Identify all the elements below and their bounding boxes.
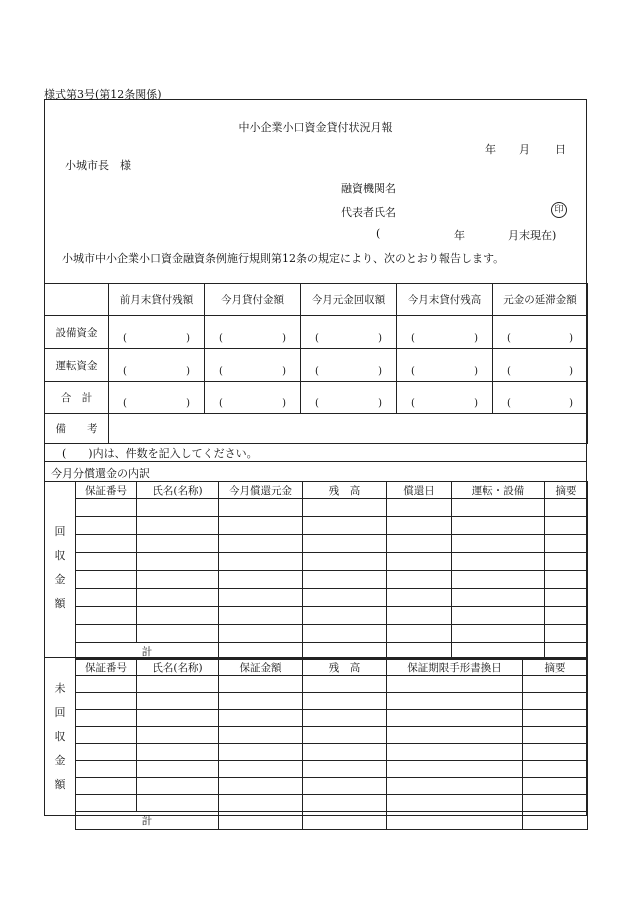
uncollected-row: [76, 676, 588, 693]
table-cell[interactable]: [137, 744, 219, 761]
table-cell[interactable]: [452, 589, 545, 607]
uncollected-side-label: [45, 659, 76, 815]
summary-header-cell: 前月末貸付残額: [109, 284, 205, 316]
divider: [45, 461, 586, 462]
table-cell[interactable]: [137, 517, 219, 535]
table-cell[interactable]: [387, 589, 452, 607]
table-cell[interactable]: [219, 676, 303, 693]
table-cell[interactable]: [76, 727, 137, 744]
uncollected-row: [76, 795, 588, 812]
breakdown-title: 今月分償還金の内訳: [51, 467, 150, 480]
paren-close: ): [474, 365, 478, 377]
form-number-label: 様式第3号(第12条関係): [44, 88, 162, 101]
table-cell[interactable]: [387, 535, 452, 553]
collected-row: [76, 517, 588, 535]
summary-table: [44, 283, 588, 444]
uncollected-header: 保証期限手形書換日: [387, 659, 523, 676]
table-cell[interactable]: [76, 571, 137, 589]
collected-row: [76, 625, 588, 643]
table-cell[interactable]: [303, 499, 387, 517]
table-cell[interactable]: [76, 625, 137, 643]
table-cell[interactable]: [452, 553, 545, 571]
paren-open: (: [411, 398, 415, 409]
side-char: 額: [54, 597, 66, 610]
table-cell[interactable]: [545, 625, 588, 643]
table-cell[interactable]: [303, 607, 387, 625]
table-cell[interactable]: [545, 553, 588, 571]
table-cell[interactable]: [303, 778, 387, 795]
side-char: 収: [54, 730, 66, 743]
table-cell[interactable]: [452, 499, 545, 517]
table-cell[interactable]: [137, 607, 219, 625]
collected-row: [76, 589, 588, 607]
uncollected-row: [76, 778, 588, 795]
addressee: 小城市長 様: [65, 159, 131, 172]
uncollected-header: 保証金額: [219, 659, 303, 676]
table-cell[interactable]: [137, 795, 219, 812]
uncollected-row: [76, 693, 588, 710]
paren-open: (: [315, 332, 319, 344]
table-cell[interactable]: [303, 625, 387, 643]
collected-header: 氏名(名称): [137, 482, 219, 499]
paren-close: ): [282, 332, 286, 344]
amount-cell[interactable]: [109, 316, 205, 349]
uncollected-header: 摘要: [523, 659, 588, 676]
summary-header-cell: 元金の延滞金額: [493, 284, 588, 316]
table-cell[interactable]: [523, 744, 588, 761]
table-cell[interactable]: [523, 693, 588, 710]
table-cell[interactable]: [303, 517, 387, 535]
table-cell[interactable]: [387, 625, 452, 643]
table-cell[interactable]: [137, 710, 219, 727]
table-cell[interactable]: [303, 795, 387, 812]
as-of-month-end: 月末現在): [508, 229, 557, 242]
uncollected-row: [76, 744, 588, 761]
amount-cell[interactable]: [205, 349, 301, 382]
amount-cell[interactable]: [301, 382, 397, 414]
lender-rep-label: 代表者氏名: [341, 206, 396, 219]
table-cell[interactable]: [219, 499, 303, 517]
summary-header-cell: 今月貸付金額: [205, 284, 301, 316]
table-cell[interactable]: [303, 535, 387, 553]
table-cell[interactable]: [137, 553, 219, 571]
table-cell[interactable]: [219, 812, 303, 830]
table-cell[interactable]: [76, 553, 137, 571]
paren-open: (: [123, 398, 127, 409]
as-of-open: (: [376, 227, 381, 240]
amount-cell[interactable]: [301, 316, 397, 349]
paren-open: (: [411, 365, 415, 377]
summary-header-cell: 今月末貸付残高: [397, 284, 493, 316]
table-cell[interactable]: [523, 727, 588, 744]
paren-open: (: [219, 398, 223, 409]
table-cell[interactable]: [219, 625, 303, 643]
table-cell[interactable]: [303, 710, 387, 727]
amount-cell[interactable]: [493, 382, 588, 414]
remarks-cell[interactable]: [109, 414, 588, 444]
uncollected-row: [76, 727, 588, 744]
uncollected-row: [76, 710, 588, 727]
table-cell[interactable]: [387, 607, 452, 625]
amount-cell[interactable]: [301, 349, 397, 382]
table-cell[interactable]: [452, 607, 545, 625]
table-cell[interactable]: [219, 744, 303, 761]
uncollected-row: [76, 761, 588, 778]
table-cell[interactable]: [303, 693, 387, 710]
table-cell[interactable]: [387, 553, 452, 571]
table-cell[interactable]: [137, 535, 219, 553]
table-cell[interactable]: [452, 517, 545, 535]
note-text: ( )内は、件数を記入してください。: [62, 447, 258, 460]
uncollected-header: 保証番号: [76, 659, 137, 676]
paren-open: (: [315, 365, 319, 377]
paren-close: ): [378, 365, 382, 377]
paren-close: ): [282, 365, 286, 377]
as-of-year: 年: [454, 229, 465, 242]
table-cell[interactable]: [303, 676, 387, 693]
collected-header: 摘要: [545, 482, 588, 499]
collected-row: [76, 535, 588, 553]
statement-text: 小城市中小企業小口資金融資条例施行規則第12条の規定により、次のとおり報告します。: [62, 252, 505, 265]
table-cell[interactable]: [387, 795, 523, 812]
table-cell[interactable]: [219, 571, 303, 589]
table-cell[interactable]: [76, 535, 137, 553]
table-cell[interactable]: [137, 727, 219, 744]
table-cell[interactable]: [137, 761, 219, 778]
amount-cell[interactable]: [493, 316, 588, 349]
table-cell[interactable]: [219, 710, 303, 727]
date-month-label: 月: [519, 143, 530, 156]
table-cell[interactable]: [219, 778, 303, 795]
table-cell[interactable]: [452, 625, 545, 643]
table-cell[interactable]: [545, 571, 588, 589]
paren-close: ): [186, 398, 190, 409]
table-cell[interactable]: [545, 607, 588, 625]
table-cell[interactable]: [303, 553, 387, 571]
table-cell[interactable]: [387, 693, 523, 710]
table-cell[interactable]: [303, 589, 387, 607]
table-cell[interactable]: [303, 744, 387, 761]
date-day-label: 日: [555, 143, 566, 156]
seal-mark: 印: [551, 202, 567, 218]
table-cell[interactable]: [387, 812, 523, 830]
table-cell[interactable]: [137, 589, 219, 607]
table-cell[interactable]: [303, 571, 387, 589]
table-cell[interactable]: [219, 727, 303, 744]
side-char: 額: [54, 778, 66, 791]
table-cell[interactable]: [76, 499, 137, 517]
paren-close: ): [569, 365, 573, 377]
paren-open: (: [123, 332, 127, 344]
side-char: 回: [54, 706, 66, 719]
side-char: 金: [54, 754, 66, 767]
report-title: 中小企業小口資金貸付状況月報: [238, 121, 393, 134]
table-cell[interactable]: [76, 693, 137, 710]
date-year-label: 年: [485, 143, 496, 156]
report-form: [44, 99, 587, 827]
table-cell[interactable]: [523, 795, 588, 812]
side-char: 回: [54, 525, 66, 538]
amount-cell[interactable]: [397, 316, 493, 349]
collected-table: [75, 481, 588, 660]
table-cell[interactable]: [545, 589, 588, 607]
total-label: 計: [76, 812, 219, 830]
table-cell[interactable]: [303, 812, 387, 830]
table-cell[interactable]: [387, 710, 523, 727]
table-cell[interactable]: [219, 693, 303, 710]
paren-close: ): [569, 398, 573, 409]
table-cell[interactable]: [219, 517, 303, 535]
amount-cell[interactable]: [205, 382, 301, 414]
table-cell[interactable]: [387, 761, 523, 778]
table-cell[interactable]: [303, 761, 387, 778]
table-cell[interactable]: [137, 693, 219, 710]
paren-close: ): [186, 332, 190, 344]
table-cell[interactable]: [523, 812, 588, 830]
amount-cell[interactable]: [205, 316, 301, 349]
table-cell[interactable]: [387, 517, 452, 535]
table-cell[interactable]: [303, 727, 387, 744]
table-cell[interactable]: [137, 571, 219, 589]
table-cell[interactable]: [76, 744, 137, 761]
paren-open: (: [123, 365, 127, 377]
paren-close: ): [378, 332, 382, 344]
table-cell[interactable]: [219, 795, 303, 812]
paren-close: ): [282, 398, 286, 409]
amount-cell[interactable]: [397, 349, 493, 382]
table-cell[interactable]: [523, 778, 588, 795]
table-cell[interactable]: [452, 571, 545, 589]
table-cell[interactable]: [76, 676, 137, 693]
paren-open: (: [507, 332, 511, 344]
table-cell[interactable]: [76, 517, 137, 535]
table-cell[interactable]: [387, 676, 523, 693]
table-cell[interactable]: [387, 778, 523, 795]
collected-header: 運転・設備: [452, 482, 545, 499]
table-cell[interactable]: [76, 589, 137, 607]
table-cell[interactable]: [387, 727, 523, 744]
collected-row: [76, 571, 588, 589]
table-cell[interactable]: [387, 571, 452, 589]
total-label: 計: [76, 643, 219, 660]
uncollected-header: 氏名(名称): [137, 659, 219, 676]
table-cell[interactable]: [76, 778, 137, 795]
collected-header: 残 高: [303, 482, 387, 499]
paren-close: ): [569, 332, 573, 344]
amount-cell[interactable]: [397, 382, 493, 414]
table-cell[interactable]: [387, 744, 523, 761]
summary-header-cell: 今月元金回収額: [301, 284, 397, 316]
paren-close: ): [378, 398, 382, 409]
collected-row: [76, 499, 588, 517]
side-char: 収: [54, 549, 66, 562]
table-cell[interactable]: [523, 710, 588, 727]
amount-cell[interactable]: [109, 382, 205, 414]
paren-open: (: [507, 365, 511, 377]
paren-close: ): [186, 365, 190, 377]
table-cell[interactable]: [387, 499, 452, 517]
collected-header: 償還日: [387, 482, 452, 499]
table-cell[interactable]: [452, 535, 545, 553]
collected-row: [76, 553, 588, 571]
table-cell[interactable]: [137, 625, 219, 643]
table-cell[interactable]: [523, 761, 588, 778]
summary-row-label: 備 考: [45, 414, 109, 444]
paren-open: (: [315, 398, 319, 409]
collected-side-label: [45, 482, 76, 654]
table-cell[interactable]: [219, 761, 303, 778]
table-cell[interactable]: [219, 589, 303, 607]
uncollected-total-row: [76, 812, 588, 830]
amount-cell[interactable]: [109, 349, 205, 382]
table-cell[interactable]: [523, 676, 588, 693]
paren-open: (: [411, 332, 415, 344]
paren-open: (: [507, 398, 511, 409]
summary-row-label: 合 計: [45, 382, 109, 414]
lender-org-label: 融資機関名: [341, 182, 396, 195]
paren-close: ): [474, 332, 478, 344]
collected-header: 今月償還元金: [219, 482, 303, 499]
summary-header-blank: [45, 284, 109, 316]
amount-cell[interactable]: [493, 349, 588, 382]
summary-row-label: 運転資金: [45, 349, 109, 382]
table-cell[interactable]: [137, 676, 219, 693]
table-cell[interactable]: [137, 499, 219, 517]
paren-close: ): [474, 398, 478, 409]
summary-row-label: 設備資金: [45, 316, 109, 349]
table-cell[interactable]: [76, 710, 137, 727]
side-char: 金: [54, 573, 66, 586]
table-cell[interactable]: [219, 607, 303, 625]
uncollected-header: 残 高: [303, 659, 387, 676]
table-cell[interactable]: [545, 535, 588, 553]
table-cell[interactable]: [137, 778, 219, 795]
collected-header: 保証番号: [76, 482, 137, 499]
paren-open: (: [219, 332, 223, 344]
table-cell[interactable]: [545, 499, 588, 517]
table-cell[interactable]: [76, 761, 137, 778]
uncollected-table: [75, 658, 588, 830]
collected-row: [76, 607, 588, 625]
table-cell[interactable]: [219, 553, 303, 571]
table-cell[interactable]: [76, 795, 137, 812]
paren-open: (: [219, 365, 223, 377]
table-cell[interactable]: [545, 517, 588, 535]
table-cell[interactable]: [76, 607, 137, 625]
side-char: 未: [54, 682, 66, 695]
table-cell[interactable]: [219, 535, 303, 553]
